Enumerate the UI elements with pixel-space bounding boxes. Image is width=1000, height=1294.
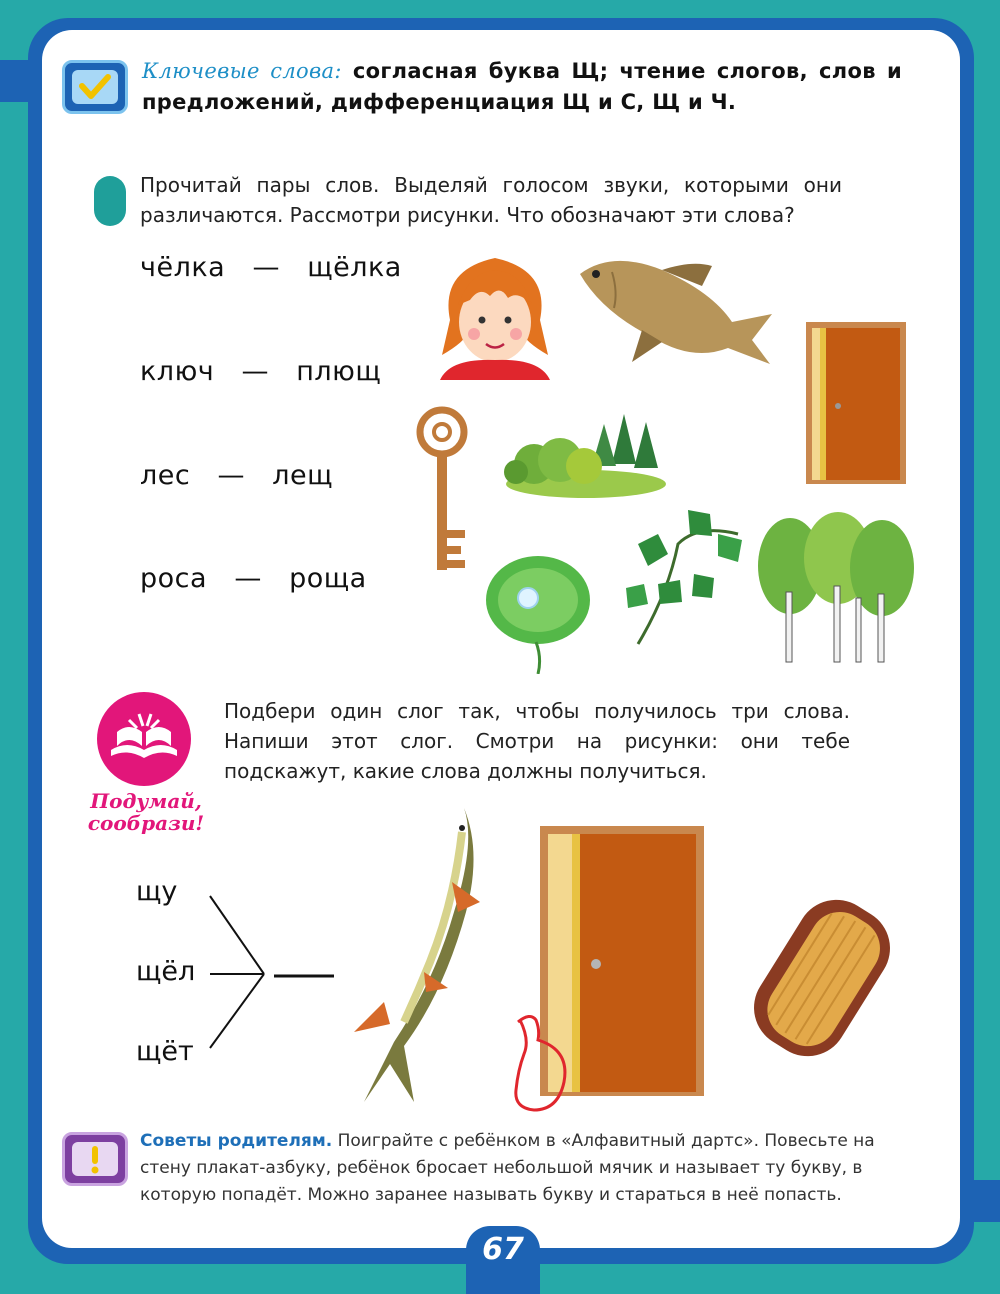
word-pair-2: [140, 356, 381, 387]
door-gap-illustration: [806, 322, 906, 484]
tips-title: Советы родителям.: [140, 1131, 333, 1151]
open-book-icon: [97, 692, 191, 786]
task2-instructions: Подбери один слог так, чтобы получилось три слова. Напиши этот слог. Смотри на рисунки: они тебе подскажут, какие слова должны получиться.: [224, 699, 850, 783]
think-label: [86, 790, 206, 834]
dash: —: [217, 460, 245, 491]
ivy-illustration: [618, 504, 750, 652]
dash: —: [241, 356, 269, 387]
task1-instructions: Прочитай пары слов. Выделяй голосом звуки, которыми они различаются. Рассмотри рисунки. Что обозначают эти слова?: [140, 173, 842, 227]
dash: —: [234, 563, 262, 594]
keywords-body: согласная буква Щ; чтение слогов, слов и предложений, дифференциация Щ и С, Щ и Ч.: [142, 59, 902, 114]
keywords-text: [142, 56, 902, 118]
word-right: плющ: [296, 356, 382, 387]
dew-leaf-illustration: [484, 554, 594, 674]
key-illustration: [412, 404, 472, 572]
word-pair-1: [140, 252, 402, 283]
task-marker: [94, 176, 126, 226]
tips-exclamation-icon: [62, 1132, 128, 1186]
word-left: чёлка: [140, 252, 226, 283]
dash: —: [252, 252, 280, 283]
syllable-1: щу: [136, 876, 178, 907]
word-pair-4: [140, 563, 367, 594]
word-left: лес: [140, 460, 191, 491]
forest-illustration: [504, 404, 669, 499]
word-right: щёлка: [307, 252, 402, 283]
handwritten-mark-icon: [500, 1010, 580, 1120]
keywords-checkmark-icon: [62, 60, 128, 114]
bream-fish-illustration: [572, 252, 777, 382]
page-number: 67: [482, 1232, 524, 1267]
think-label-line2: сообрази!: [87, 811, 205, 835]
think-label-line1: Подумай,: [90, 789, 202, 813]
frame-tab-right: [970, 1180, 1000, 1222]
frame-tab-left: [0, 60, 30, 102]
word-left: роса: [140, 563, 208, 594]
syllable-2: щёл: [136, 956, 196, 987]
word-pair-3: [140, 460, 333, 491]
pike-fish-illustration: [334, 802, 484, 1110]
tips-body: Поиграйте с ребёнком в «Алфавитный дартс». Повесьте на стену плакат-азбуку, ребёнок бросает небольшой мячик и называет ту букву, в которую попадёт. Можно заранее называть букву и стараться в неё попасть.: [140, 1131, 875, 1205]
birch-grove-illustration: [756, 512, 916, 664]
syllable-connector-lines: [204, 890, 344, 1050]
syllable-3: щёт: [136, 1036, 194, 1067]
brush-illustration: [752, 878, 892, 1078]
girl-bangs-illustration: [430, 250, 560, 380]
word-left: ключ: [140, 356, 215, 387]
word-right: роща: [289, 563, 367, 594]
word-right: лещ: [272, 460, 334, 491]
keywords-label: Ключевые слова:: [142, 59, 342, 83]
think-badge: [97, 692, 191, 786]
parents-tips: [140, 1128, 910, 1209]
